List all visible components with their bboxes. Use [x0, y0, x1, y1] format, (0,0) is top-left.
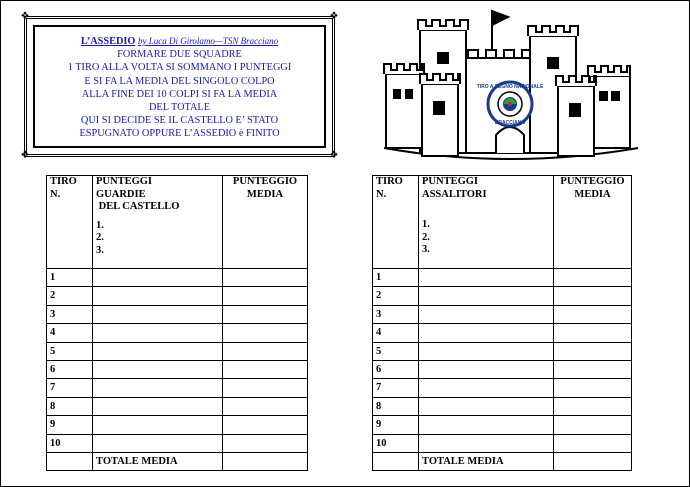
shot-number: 9	[373, 416, 419, 434]
table-row	[373, 287, 632, 305]
score-cell[interactable]	[93, 360, 223, 378]
average-cell[interactable]	[223, 434, 308, 452]
score-cell[interactable]	[93, 434, 223, 452]
shooter-list	[422, 219, 550, 257]
table-row	[47, 269, 308, 287]
total-label: TOTALE MEDIA	[419, 452, 554, 470]
shot-number: 5	[47, 342, 93, 360]
shot-number: 2	[47, 287, 93, 305]
shot-number: 3	[47, 305, 93, 323]
empty-cell	[47, 452, 93, 470]
shot-number: 1	[373, 269, 419, 287]
header-text: N.	[376, 188, 387, 200]
instruction-line: ALLA FINE DEI 10 COLPI SI FA LA MEDIA	[81, 88, 278, 100]
shooter-number: 2.	[422, 231, 430, 243]
header-text: DEL CASTELLO	[98, 201, 180, 212]
average-score-header	[223, 176, 308, 269]
ornament-icon: ❖	[329, 11, 339, 22]
ornament-icon: ❖	[20, 11, 30, 22]
total-row	[373, 452, 632, 470]
header-text: TIRO	[376, 176, 403, 187]
average-cell[interactable]	[223, 342, 308, 360]
ornament-icon: ❖	[20, 150, 30, 161]
attacker-scores-header	[419, 176, 554, 269]
table-row	[373, 269, 632, 287]
shooter-number: 1.	[422, 219, 430, 230]
shot-number: 1	[47, 269, 93, 287]
table-row	[47, 379, 308, 397]
instruction-line: 1 TIRO ALLA VOLTA SI SOMMANO I PUNTEGGI	[67, 62, 292, 74]
shot-number: 2	[373, 287, 419, 305]
average-cell[interactable]	[554, 397, 632, 415]
average-cell[interactable]	[554, 379, 632, 397]
table-header-row	[47, 176, 308, 269]
table-row	[47, 416, 308, 434]
average-cell[interactable]	[223, 416, 308, 434]
score-cell[interactable]	[419, 342, 554, 360]
castle-guards-score-table	[46, 175, 308, 471]
average-cell[interactable]	[554, 324, 632, 342]
table-row	[47, 434, 308, 452]
emblem-top-text: TIRO A SEGNO NAZIONALE	[476, 84, 544, 90]
game-title: L’ASSEDIO	[80, 36, 136, 47]
table-row	[373, 305, 632, 323]
header-text: ASSALITORI	[422, 188, 487, 200]
table-row	[373, 434, 632, 452]
shooter-number: 2.	[96, 232, 104, 243]
shooter-number: 1.	[96, 219, 104, 231]
instruction-line: FORMARE DUE SQUADRE	[117, 49, 242, 61]
shot-number: 8	[373, 397, 419, 415]
header-text: TIRO	[50, 176, 77, 187]
score-cell[interactable]	[93, 397, 223, 415]
average-cell[interactable]	[223, 269, 308, 287]
average-score-header	[554, 176, 632, 269]
instructions-box	[20, 11, 339, 161]
shooter-number: 3.	[422, 244, 430, 255]
average-cell[interactable]	[554, 305, 632, 323]
average-cell[interactable]	[554, 269, 632, 287]
average-cell[interactable]	[223, 360, 308, 378]
total-average-cell[interactable]	[223, 452, 308, 470]
header-text: MEDIA	[246, 188, 284, 200]
average-cell[interactable]	[223, 397, 308, 415]
instruction-line: E SI FA LA MEDIA DEL SINGOLO COLPO	[84, 75, 275, 87]
total-average-cell[interactable]	[554, 452, 632, 470]
table-row	[373, 360, 632, 378]
header-text: PUNTEGGI	[422, 176, 479, 187]
table-row	[47, 287, 308, 305]
table-header-row	[373, 176, 632, 269]
shot-number: 10	[373, 434, 419, 452]
score-cell[interactable]	[93, 269, 223, 287]
shot-number: 4	[373, 324, 419, 342]
table-row	[47, 305, 308, 323]
instruction-line: QUI SI DECIDE SE IL CASTELLO E’ STATO	[80, 115, 279, 127]
shot-number: 3	[373, 305, 419, 323]
average-cell[interactable]	[554, 434, 632, 452]
shot-number: 6	[47, 360, 93, 378]
game-author: by Luca Di Girolamo—TSN Bracciano	[137, 36, 279, 46]
castle-illustration	[380, 8, 642, 166]
score-cell[interactable]	[93, 305, 223, 323]
table-row	[47, 324, 308, 342]
score-cell[interactable]	[419, 287, 554, 305]
average-cell[interactable]	[223, 379, 308, 397]
score-cell[interactable]	[419, 269, 554, 287]
table-row	[47, 397, 308, 415]
total-row	[47, 452, 308, 470]
shooter-number: 3.	[96, 244, 104, 256]
shot-number: 4	[47, 324, 93, 342]
score-cell[interactable]	[93, 287, 223, 305]
instruction-line: DEL TOTALE	[148, 102, 211, 114]
average-cell[interactable]	[554, 342, 632, 360]
score-cell[interactable]	[419, 434, 554, 452]
score-cell[interactable]	[419, 416, 554, 434]
score-cell[interactable]	[419, 360, 554, 378]
table-row	[373, 416, 632, 434]
instructions-heading	[35, 35, 324, 48]
average-cell[interactable]	[223, 305, 308, 323]
instructions-text	[35, 35, 324, 141]
shooter-list	[96, 220, 219, 258]
average-cell[interactable]	[554, 416, 632, 434]
table-row	[47, 342, 308, 360]
average-cell[interactable]	[554, 360, 632, 378]
ornament-icon: ❖	[329, 150, 339, 161]
header-text: MEDIA	[574, 188, 611, 200]
table-row	[373, 379, 632, 397]
score-cell[interactable]	[93, 379, 223, 397]
header-text: PUNTEGGIO	[232, 176, 298, 187]
table-row	[47, 360, 308, 378]
shot-number: 9	[47, 416, 93, 434]
average-cell[interactable]	[554, 287, 632, 305]
score-cell[interactable]	[419, 305, 554, 323]
score-cell[interactable]	[93, 324, 223, 342]
header-text: N.	[50, 188, 61, 200]
score-cell[interactable]	[93, 342, 223, 360]
attackers-score-table	[372, 175, 632, 471]
shot-number-header	[373, 176, 419, 269]
header-text: PUNTEGGI	[96, 176, 153, 187]
total-label: TOTALE MEDIA	[93, 452, 223, 470]
shot-number-header	[47, 176, 93, 269]
average-cell[interactable]	[223, 287, 308, 305]
empty-cell	[373, 452, 419, 470]
header-text: GUARDIE	[96, 188, 146, 200]
average-cell[interactable]	[223, 324, 308, 342]
table-row	[373, 324, 632, 342]
shot-number: 6	[373, 360, 419, 378]
score-cell[interactable]	[419, 379, 554, 397]
score-cell[interactable]	[419, 397, 554, 415]
instruction-line: ESPUGNATO OPPURE L’ASSEDIO è FINITO	[79, 128, 280, 140]
table-row	[373, 342, 632, 360]
emblem-bottom-text: BRACCIANO	[494, 120, 526, 126]
shot-number: 5	[373, 342, 419, 360]
table-row	[373, 397, 632, 415]
shot-number: 7	[47, 379, 93, 397]
guard-scores-header	[93, 176, 223, 269]
shot-number: 7	[373, 379, 419, 397]
shot-number: 8	[47, 397, 93, 415]
score-cell[interactable]	[419, 324, 554, 342]
score-cell[interactable]	[93, 416, 223, 434]
shot-number: 10	[47, 434, 93, 452]
header-text: PUNTEGGIO	[560, 176, 625, 187]
